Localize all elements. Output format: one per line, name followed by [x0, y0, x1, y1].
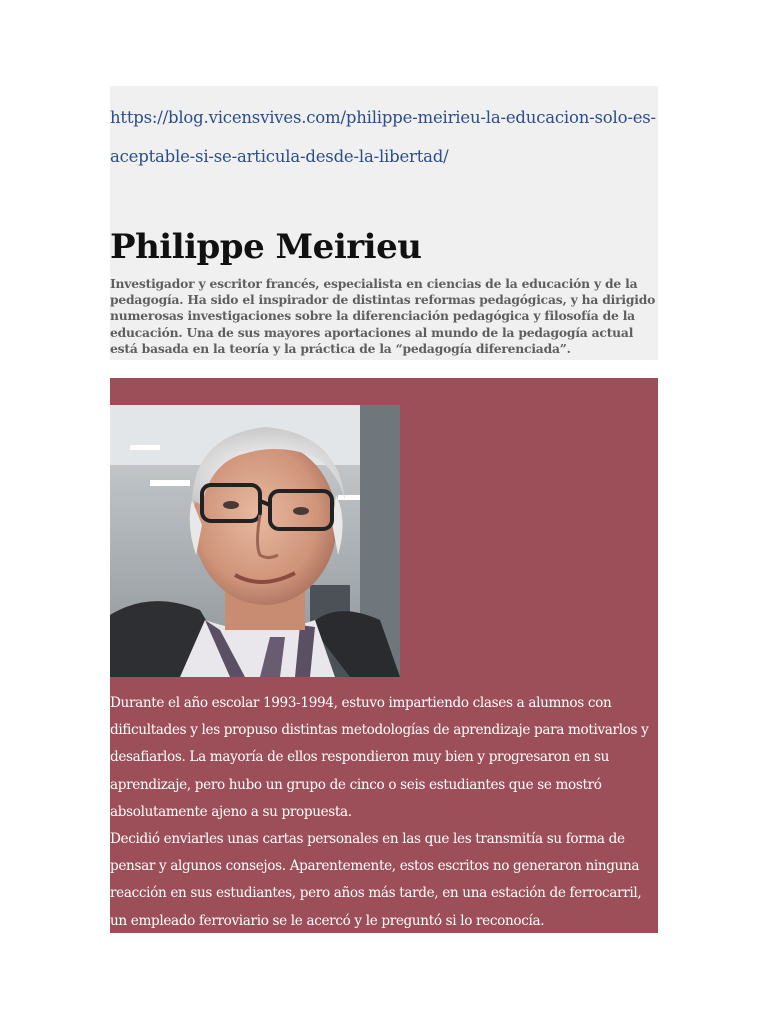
bio-paragraph-1: Durante el año escolar 1993-1994, estuvo impartiendo clases a alumnos con dificultades y les propuso distintas metodologías de aprendizaje para motivarlos y desafiarlos. La mayoría de ellos respondieron muy bien y progresaron en su aprendizaje, pero hubo un grupo de cinco o seis estudiantes que se mostró absolutamente ajeno a su propuesta. — [110, 695, 649, 820]
bio-block — [110, 378, 658, 933]
intro-paragraph: Investigador y escritor francés, especialista en ciencias de la educación y de la pedagogía. Ha sido el inspirador de distintas reformas pedagógicas, y ha dirigido numerosas investigaciones sobre la diferenciación pedagógica y filosofía de la educación. Una de sus mayores aportaciones al mundo de la pedagogía actual está basada en la teoría y la práctica de la “pedagogía diferenciada”. — [110, 276, 656, 356]
portrait-photo — [110, 405, 400, 677]
source-link[interactable]: https://blog.vicensvives.com/philippe-meirieu-la-educacion-solo-es-aceptable-si-se-articula-desde-la-libertad/ — [110, 108, 656, 166]
bio-paragraph-2: Decidió enviarles unas cartas personales en las que les transmitía su forma de pensar y algunos consejos. Aparentemente, estos escritos no generaron ninguna reacción en sus estudiantes, pero años más tarde, en una estación de ferrocarril, un empleado ferroviario se le acercó y le preguntó si lo reconocía. — [110, 831, 642, 929]
header-block — [110, 86, 658, 360]
page-title: Philippe Meirieu — [110, 227, 422, 267]
bio-text — [110, 690, 662, 935]
